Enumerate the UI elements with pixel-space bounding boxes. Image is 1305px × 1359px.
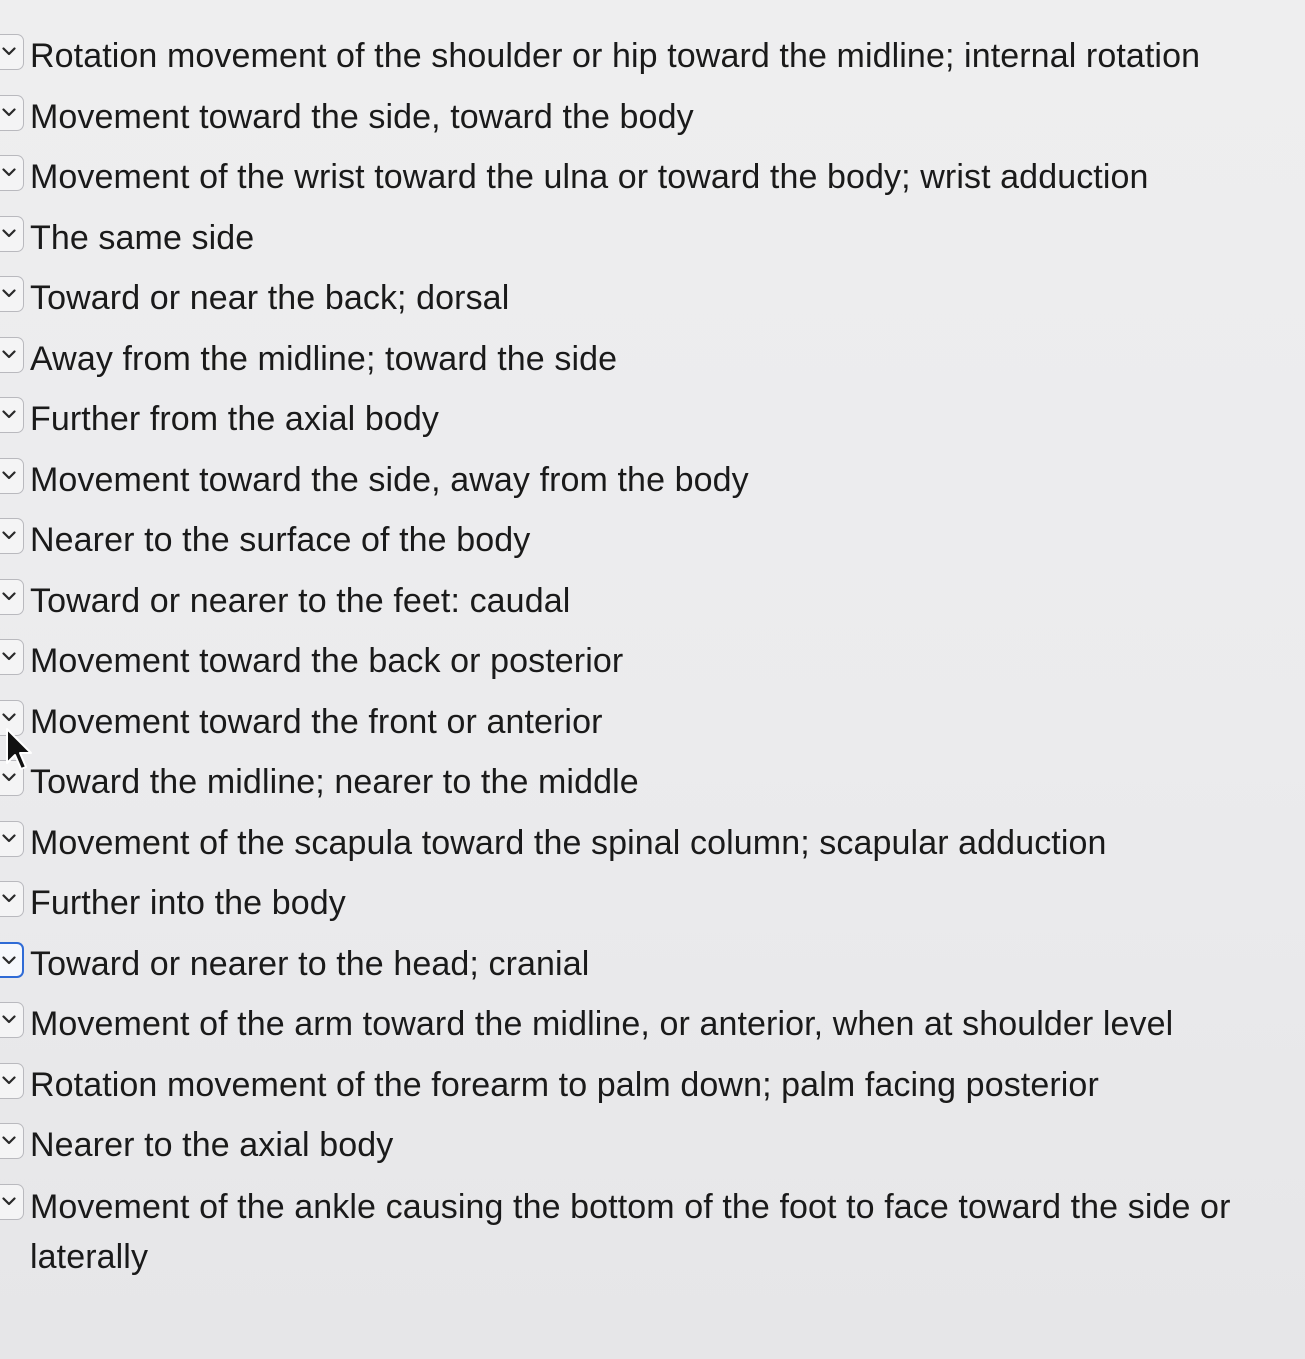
chevron-down-icon bbox=[2, 347, 16, 361]
term-definition: Movement of the arm toward the midline, or anterior, when at shoulder level bbox=[30, 1005, 1174, 1043]
chevron-down-icon bbox=[2, 165, 16, 179]
answer-dropdown[interactable] bbox=[0, 881, 24, 917]
list-item bbox=[0, 1182, 1300, 1292]
term-definition: Movement of the scapula toward the spinal column; scapular adduction bbox=[30, 823, 1107, 862]
answer-list bbox=[0, 32, 1300, 1292]
list-item bbox=[0, 153, 1300, 214]
chevron-down-icon bbox=[2, 831, 16, 845]
chevron-down-icon bbox=[2, 1073, 16, 1087]
term-definition: Toward the midline; nearer to the middle bbox=[30, 763, 639, 801]
chevron-down-icon bbox=[2, 1133, 16, 1147]
term-definition: Toward or nearer to the head; cranial bbox=[30, 944, 590, 983]
list-item bbox=[0, 335, 1300, 396]
chevron-down-icon bbox=[2, 649, 16, 663]
term-definition: Rotation movement of the forearm to palm down; palm facing posterior bbox=[30, 1065, 1099, 1104]
list-item bbox=[0, 1000, 1300, 1061]
term-definition: Nearer to the axial body bbox=[30, 1126, 394, 1164]
term-definition: Further from the axial body bbox=[30, 400, 439, 438]
term-definition: Movement toward the back or posterior bbox=[30, 642, 624, 680]
list-item bbox=[0, 577, 1300, 638]
answer-dropdown[interactable] bbox=[0, 155, 24, 191]
chevron-down-icon bbox=[2, 953, 16, 967]
answer-dropdown[interactable] bbox=[0, 639, 24, 675]
chevron-down-icon bbox=[2, 710, 16, 724]
chevron-down-icon bbox=[2, 589, 16, 603]
answer-dropdown[interactable] bbox=[0, 95, 24, 131]
list-item bbox=[0, 758, 1300, 819]
list-item bbox=[0, 32, 1300, 93]
term-definition: Movement of the ankle causing the bottom of the foot to face toward the side or laterally bbox=[30, 1187, 1231, 1276]
answer-dropdown[interactable] bbox=[0, 518, 24, 554]
term-definition: Movement toward the front or anterior bbox=[30, 702, 603, 741]
chevron-down-icon bbox=[2, 891, 16, 905]
list-item bbox=[0, 940, 1300, 1001]
answer-dropdown[interactable] bbox=[0, 821, 24, 857]
answer-dropdown[interactable] bbox=[0, 337, 24, 373]
answer-dropdown[interactable] bbox=[0, 1063, 24, 1099]
term-definition: Nearer to the surface of the body bbox=[30, 521, 531, 559]
chevron-down-icon bbox=[2, 407, 16, 421]
term-definition: Away from the midline; toward the side bbox=[30, 339, 618, 378]
list-item bbox=[0, 819, 1300, 880]
chevron-down-icon bbox=[2, 468, 16, 482]
list-item bbox=[0, 516, 1300, 577]
chevron-down-icon bbox=[2, 1012, 16, 1026]
list-item bbox=[0, 637, 1300, 698]
chevron-down-icon bbox=[2, 105, 16, 119]
term-definition: Movement of the wrist toward the ulna or toward the body; wrist adduction bbox=[30, 158, 1149, 196]
list-item bbox=[0, 1061, 1300, 1122]
answer-dropdown[interactable] bbox=[0, 579, 24, 615]
term-definition: Movement toward the side, toward the body bbox=[30, 97, 694, 136]
term-definition: Toward or nearer to the feet: caudal bbox=[30, 581, 571, 620]
term-definition: Further into the body bbox=[30, 884, 346, 922]
term-definition: Rotation movement of the shoulder or hip toward the midline; internal rotation bbox=[30, 37, 1201, 75]
chevron-down-icon bbox=[2, 44, 16, 58]
answer-dropdown-focused[interactable] bbox=[0, 942, 24, 978]
chevron-down-icon bbox=[2, 286, 16, 300]
term-definition: Toward or near the back; dorsal bbox=[30, 279, 510, 317]
list-item bbox=[0, 274, 1300, 335]
answer-dropdown[interactable] bbox=[0, 1123, 24, 1159]
answer-dropdown[interactable] bbox=[0, 1002, 24, 1038]
list-item bbox=[0, 1121, 1300, 1182]
mouse-pointer-icon bbox=[4, 727, 34, 773]
answer-dropdown[interactable] bbox=[0, 458, 24, 494]
answer-dropdown[interactable] bbox=[0, 276, 24, 312]
list-item bbox=[0, 456, 1300, 517]
list-item bbox=[0, 214, 1300, 275]
list-item bbox=[0, 698, 1300, 759]
chevron-down-icon bbox=[2, 1194, 16, 1208]
answer-dropdown[interactable] bbox=[0, 34, 24, 70]
term-definition: The same side bbox=[30, 218, 255, 257]
answer-dropdown[interactable] bbox=[0, 397, 24, 433]
term-definition: Movement toward the side, away from the body bbox=[30, 460, 749, 499]
list-item bbox=[0, 395, 1300, 456]
answer-dropdown[interactable] bbox=[0, 1184, 24, 1220]
answer-dropdown[interactable] bbox=[0, 216, 24, 252]
chevron-down-icon bbox=[2, 528, 16, 542]
list-item bbox=[0, 93, 1300, 154]
list-item bbox=[0, 879, 1300, 940]
chevron-down-icon bbox=[2, 226, 16, 240]
